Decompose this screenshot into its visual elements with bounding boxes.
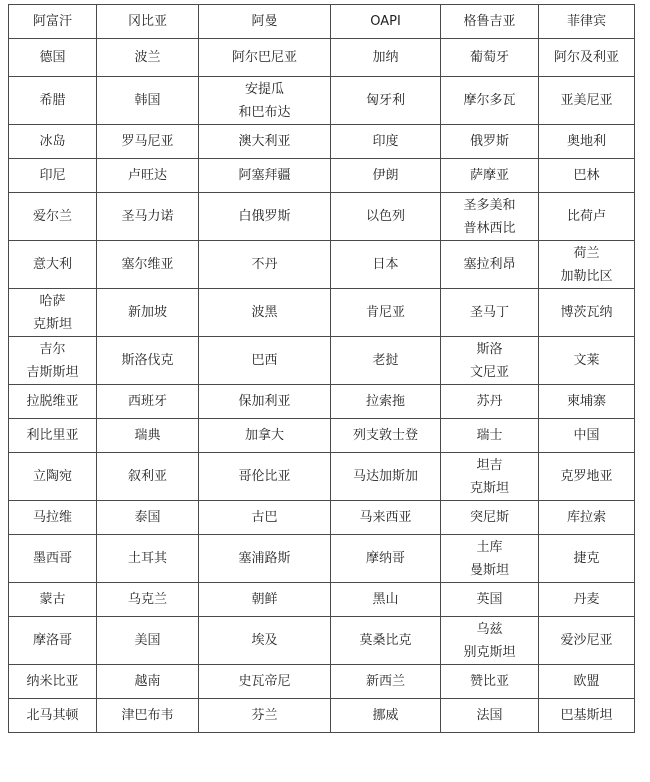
table-cell: 坦吉 克斯坦: [441, 453, 539, 501]
table-cell: 老挝: [331, 337, 441, 385]
table-cell: 比荷卢: [539, 193, 635, 241]
table-cell: 巴基斯坦: [539, 699, 635, 733]
table-cell: 印尼: [9, 159, 97, 193]
table-row: [9, 289, 635, 337]
table-row: [9, 125, 635, 159]
table-cell: 塞浦路斯: [199, 535, 331, 583]
table-cell: OAPI: [331, 5, 441, 39]
table-cell: 圣多美和 普林西比: [441, 193, 539, 241]
table-cell: 丹麦: [539, 583, 635, 617]
table-row: [9, 241, 635, 289]
table-cell: 赞比亚: [441, 665, 539, 699]
table-cell: 蒙古: [9, 583, 97, 617]
table-cell: 马拉维: [9, 501, 97, 535]
table-row: [9, 665, 635, 699]
table-cell: 俄罗斯: [441, 125, 539, 159]
table-cell: 加纳: [331, 39, 441, 77]
table-cell: 莫桑比克: [331, 617, 441, 665]
table-cell: 巴西: [199, 337, 331, 385]
table-row: [9, 419, 635, 453]
table-cell: 津巴布韦: [97, 699, 199, 733]
table-cell: 北马其顿: [9, 699, 97, 733]
table-cell: 史瓦帝尼: [199, 665, 331, 699]
table-cell: 古巴: [199, 501, 331, 535]
table-cell: 朝鲜: [199, 583, 331, 617]
table-row: [9, 535, 635, 583]
table-cell: 阿尔巴尼亚: [199, 39, 331, 77]
table-cell: 肯尼亚: [331, 289, 441, 337]
table-row: [9, 501, 635, 535]
table-cell: 塞拉利昂: [441, 241, 539, 289]
table-cell: 越南: [97, 665, 199, 699]
table-row: [9, 77, 635, 125]
table-cell: 芬兰: [199, 699, 331, 733]
table-body: [9, 5, 635, 733]
table-cell: 利比里亚: [9, 419, 97, 453]
table-cell: 瑞典: [97, 419, 199, 453]
table-cell: 伊朗: [331, 159, 441, 193]
table-cell: 拉脱维亚: [9, 385, 97, 419]
table-row: [9, 453, 635, 501]
table-cell: 土库 曼斯坦: [441, 535, 539, 583]
table-cell: 白俄罗斯: [199, 193, 331, 241]
table-cell: 乌克兰: [97, 583, 199, 617]
table-row: [9, 337, 635, 385]
table-cell: 德国: [9, 39, 97, 77]
table-cell: 斯洛伐克: [97, 337, 199, 385]
table-cell: 以色列: [331, 193, 441, 241]
table-cell: 圣马力诺: [97, 193, 199, 241]
table-cell: 阿富汗: [9, 5, 97, 39]
table-cell: 土耳其: [97, 535, 199, 583]
table-cell: 希腊: [9, 77, 97, 125]
table-cell: 摩纳哥: [331, 535, 441, 583]
table-cell: 荷兰 加勒比区: [539, 241, 635, 289]
table-cell: 突尼斯: [441, 501, 539, 535]
table-row: [9, 583, 635, 617]
table-cell: 菲律宾: [539, 5, 635, 39]
table-row: [9, 385, 635, 419]
table-cell: 博茨瓦纳: [539, 289, 635, 337]
table-cell: 意大利: [9, 241, 97, 289]
table-cell: 法国: [441, 699, 539, 733]
table-cell: 卢旺达: [97, 159, 199, 193]
table-cell: 奥地利: [539, 125, 635, 159]
table-cell: 马来西亚: [331, 501, 441, 535]
table-cell: 波兰: [97, 39, 199, 77]
table-cell: 墨西哥: [9, 535, 97, 583]
table-cell: 列支敦士登: [331, 419, 441, 453]
table-cell: 克罗地亚: [539, 453, 635, 501]
table-cell: 安提瓜 和巴布达: [199, 77, 331, 125]
table-cell: 叙利亚: [97, 453, 199, 501]
table-cell: 哥伦比亚: [199, 453, 331, 501]
table-cell: 葡萄牙: [441, 39, 539, 77]
table-cell: 塞尔维亚: [97, 241, 199, 289]
country-table: [8, 4, 635, 733]
table-cell: 匈牙利: [331, 77, 441, 125]
table-cell: 摩尔多瓦: [441, 77, 539, 125]
table-cell: 阿塞拜疆: [199, 159, 331, 193]
table-cell: 英国: [441, 583, 539, 617]
table-cell: 爱尔兰: [9, 193, 97, 241]
table-cell: 亚美尼亚: [539, 77, 635, 125]
table-cell: 立陶宛: [9, 453, 97, 501]
table-cell: 萨摩亚: [441, 159, 539, 193]
table-cell: 圣马丁: [441, 289, 539, 337]
table-cell: 巴林: [539, 159, 635, 193]
table-cell: 捷克: [539, 535, 635, 583]
table-cell: 摩洛哥: [9, 617, 97, 665]
table-cell: 日本: [331, 241, 441, 289]
table-row: [9, 193, 635, 241]
table-cell: 韩国: [97, 77, 199, 125]
table-cell: 欧盟: [539, 665, 635, 699]
table-cell: 吉尔 吉斯斯坦: [9, 337, 97, 385]
table-cell: 哈萨 克斯坦: [9, 289, 97, 337]
table-cell: 冰岛: [9, 125, 97, 159]
table-cell: 印度: [331, 125, 441, 159]
table-cell: 加拿大: [199, 419, 331, 453]
table-cell: 斯洛 文尼亚: [441, 337, 539, 385]
table-row: [9, 617, 635, 665]
table-cell: 纳米比亚: [9, 665, 97, 699]
table-cell: 西班牙: [97, 385, 199, 419]
table-row: [9, 5, 635, 39]
table-cell: 阿曼: [199, 5, 331, 39]
table-cell: 冈比亚: [97, 5, 199, 39]
table-cell: 美国: [97, 617, 199, 665]
table-cell: 不丹: [199, 241, 331, 289]
table-row: [9, 159, 635, 193]
table-cell: 拉索拖: [331, 385, 441, 419]
table-cell: 瑞士: [441, 419, 539, 453]
table-cell: 阿尔及利亚: [539, 39, 635, 77]
table-cell: 新西兰: [331, 665, 441, 699]
table-cell: 罗马尼亚: [97, 125, 199, 159]
table-cell: 中国: [539, 419, 635, 453]
table-cell: 马达加斯加: [331, 453, 441, 501]
table-cell: 库拉索: [539, 501, 635, 535]
table-cell: 黑山: [331, 583, 441, 617]
table-cell: 乌兹 别克斯坦: [441, 617, 539, 665]
table-cell: 爱沙尼亚: [539, 617, 635, 665]
table-cell: 文莱: [539, 337, 635, 385]
table-cell: 苏丹: [441, 385, 539, 419]
table-cell: 泰国: [97, 501, 199, 535]
table-row: [9, 699, 635, 733]
table-cell: 挪威: [331, 699, 441, 733]
table-row: [9, 39, 635, 77]
table-cell: 波黑: [199, 289, 331, 337]
table-cell: 保加利亚: [199, 385, 331, 419]
table-cell: 格鲁吉亚: [441, 5, 539, 39]
table-cell: 柬埔寨: [539, 385, 635, 419]
table-cell: 新加坡: [97, 289, 199, 337]
table-cell: 埃及: [199, 617, 331, 665]
table-cell: 澳大利亚: [199, 125, 331, 159]
